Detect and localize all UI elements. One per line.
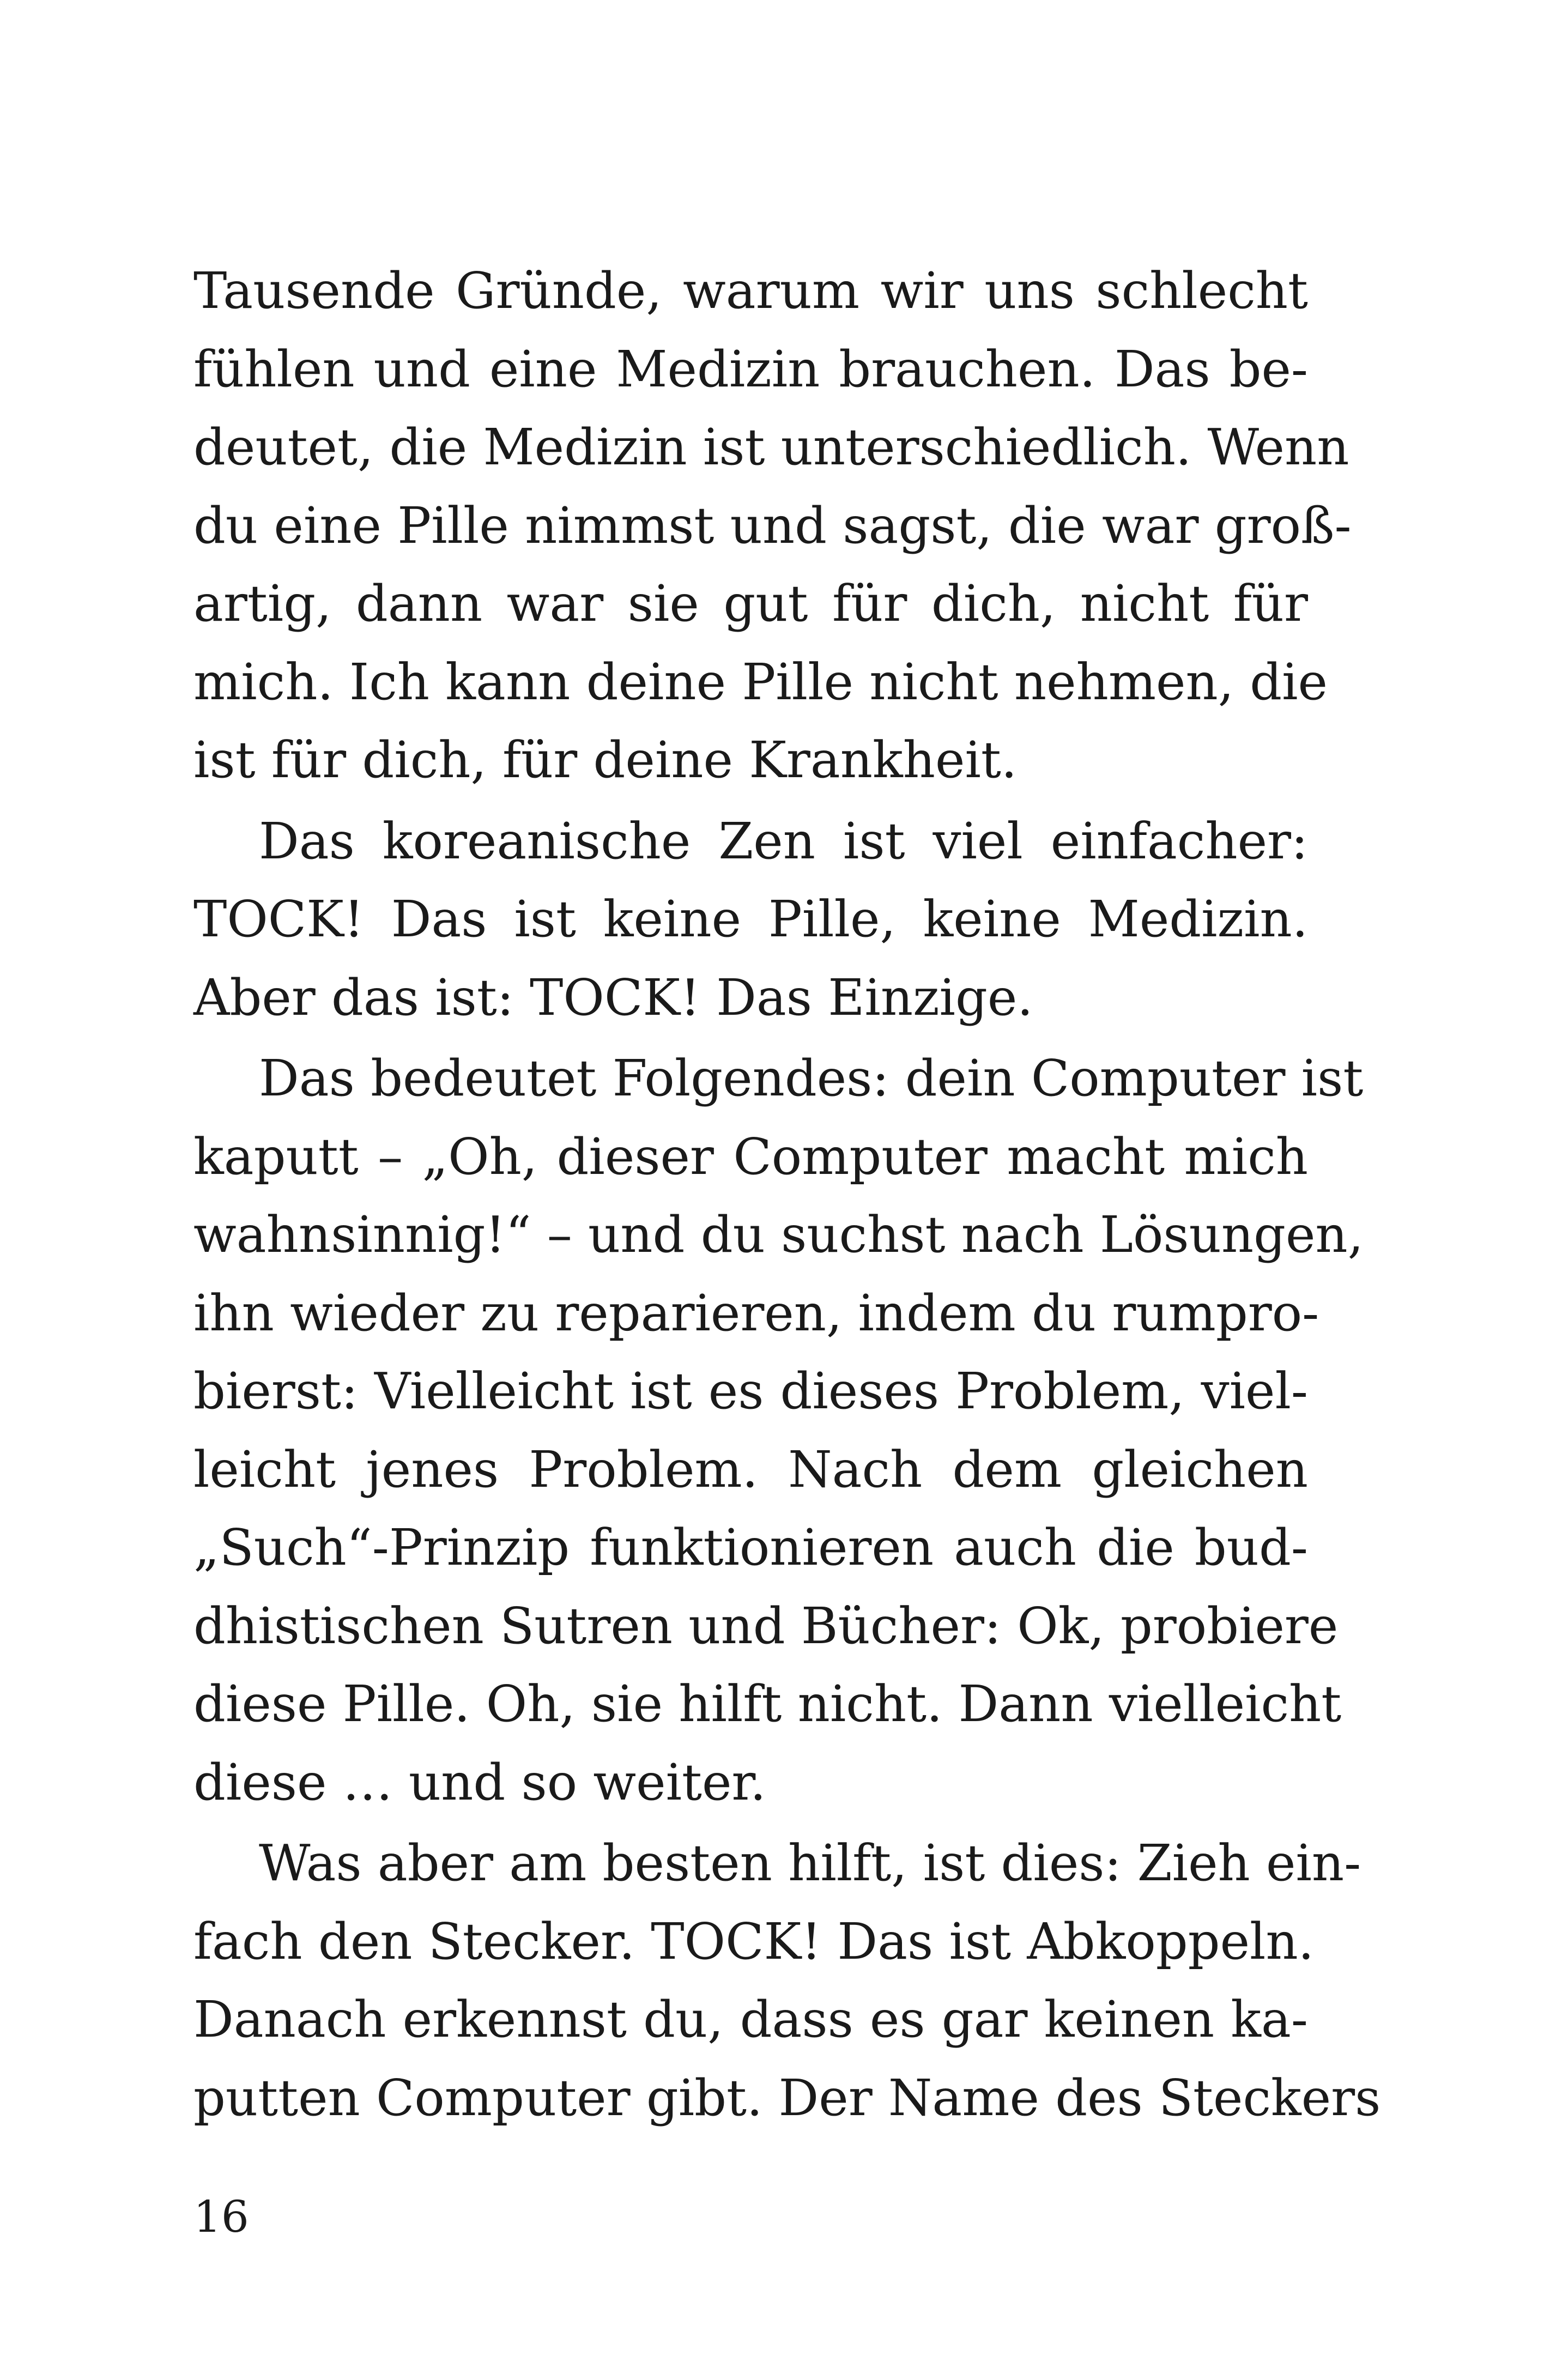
body-text xyxy=(193,252,1381,2137)
text-line: dhistischen Sutren und Bücher: Ok, probiere xyxy=(193,1596,1339,1655)
text-line: wahnsinnig!“ – und du suchst nach Lösungen, xyxy=(193,1206,1364,1264)
text-line: artig, dann war sie gut für dich, nicht für xyxy=(193,574,1308,633)
page-number: 16 xyxy=(193,2191,249,2242)
text-line: du eine Pille nimmst und sagst, die war groß- xyxy=(193,496,1352,555)
text-line: Das koreanische Zen ist viel einfacher: xyxy=(259,811,1308,870)
text-line: leicht jenes Problem. Nach dem gleichen xyxy=(193,1440,1308,1499)
text-line: Danach erkennst du, dass es gar keinen ka- xyxy=(193,1990,1308,2049)
text-line: Tausende Gründe, warum wir uns schlecht xyxy=(193,262,1308,320)
text-line: „Such“-Prinzip funktionieren auch die bud- xyxy=(193,1518,1308,1577)
text-line: TOCK! Das ist keine Pille, keine Medizin. xyxy=(193,890,1308,948)
text-line: bierst: Vielleicht ist es dieses Problem, viel- xyxy=(193,1362,1308,1420)
text-line: kaputt – „Oh, dieser Computer macht mich xyxy=(193,1127,1308,1186)
text-line: diese Pille. Oh, sie hilft nicht. Dann vielleicht xyxy=(193,1675,1342,1733)
text-line: ihn wieder zu reparieren, indem du rumpro- xyxy=(193,1283,1319,1342)
text-line: Was aber am besten hilft, ist dies: Zieh ein- xyxy=(259,1834,1361,1892)
text-line: deutet, die Medizin ist unterschiedlich. Wenn xyxy=(193,418,1349,476)
text-line: Das bedeutet Folgendes: dein Computer ist xyxy=(259,1049,1364,1107)
text-line: fach den Stecker. TOCK! Das ist Abkoppeln. xyxy=(193,1912,1314,1971)
text-line: putten Computer gibt. Der Name des Steckers xyxy=(193,2068,1381,2127)
text-line: diese … und so weiter. xyxy=(193,1753,766,1812)
text-line: mich. Ich kann deine Pille nicht nehmen, die xyxy=(193,652,1328,711)
text-line: fühlen und eine Medizin brauchen. Das be- xyxy=(193,340,1308,398)
text-line: ist für dich, für deine Krankheit. xyxy=(193,731,1018,789)
text-line: Aber das ist: TOCK! Das Einzige. xyxy=(193,968,1033,1027)
